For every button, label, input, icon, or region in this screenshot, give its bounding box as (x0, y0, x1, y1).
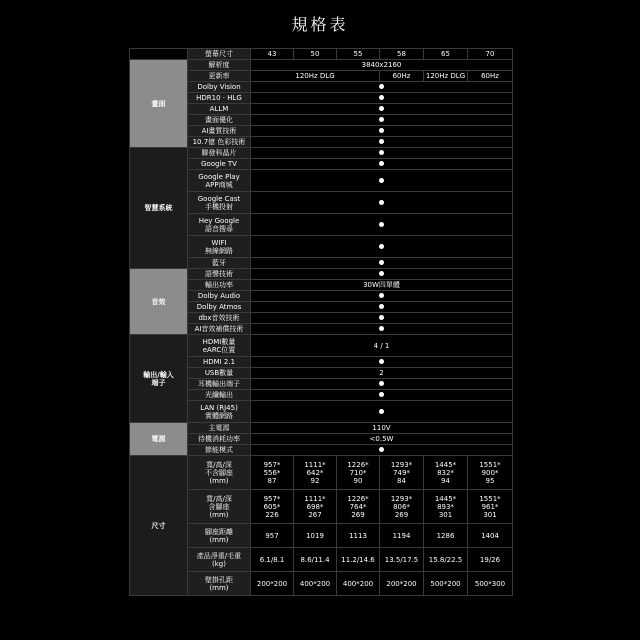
value-cell (251, 93, 513, 104)
header-blank (130, 49, 188, 60)
table-row (130, 93, 513, 104)
category-cell: 輸出/輸入 端子 (130, 335, 188, 423)
table-row (130, 456, 513, 490)
table-row (130, 126, 513, 137)
bullet-dot (379, 447, 384, 452)
value-cell: 110V (251, 423, 513, 434)
table-row (130, 192, 513, 214)
value-cell: 1111* 642* 92 (294, 456, 337, 490)
value-cell: 120Hz DLG (424, 71, 468, 82)
value-cell (251, 170, 513, 192)
value-cell: 60Hz (380, 71, 424, 82)
size-header: 50 (294, 49, 337, 60)
bullet-dot (379, 293, 384, 298)
table-row (130, 280, 513, 291)
table-row (130, 269, 513, 280)
value-cell (251, 214, 513, 236)
bullet-dot (379, 315, 384, 320)
size-header: 55 (337, 49, 380, 60)
value-cell (251, 379, 513, 390)
row-label: 光纖輸出 (188, 390, 251, 401)
table-row (130, 524, 513, 548)
value-cell: 957 (251, 524, 294, 548)
bullet-dot (379, 150, 384, 155)
size-header: 58 (380, 49, 424, 60)
row-label: 主電源 (188, 423, 251, 434)
size-header: 70 (468, 49, 513, 60)
table-row (130, 368, 513, 379)
row-label: AI音效補償技術 (188, 324, 251, 335)
table-row (130, 104, 513, 115)
bullet-dot (379, 178, 384, 183)
page-title: 規格表 (291, 15, 349, 34)
row-label: 節能模式 (188, 445, 251, 456)
table-row (130, 335, 513, 357)
value-cell (251, 324, 513, 335)
row-label: HDR10 · HLG (188, 93, 251, 104)
value-cell: <0.5W (251, 434, 513, 445)
row-label: 寬/高/深 不含腳座 (mm) (188, 456, 251, 490)
value-cell (251, 192, 513, 214)
value-cell (251, 291, 513, 302)
category-cell: 尺寸 (130, 456, 188, 596)
spec-table (129, 48, 513, 596)
table-row (130, 137, 513, 148)
value-cell: 8.6/11.4 (294, 548, 337, 572)
size-header: 65 (424, 49, 468, 60)
table-row (130, 148, 513, 159)
bullet-dot (379, 359, 384, 364)
table-row (130, 490, 513, 524)
value-cell: 19/26 (468, 548, 513, 572)
value-cell: 60Hz (468, 71, 513, 82)
value-cell: 1111* 698* 267 (294, 490, 337, 524)
table-row (130, 115, 513, 126)
bullet-dot (379, 95, 384, 100)
value-cell: 500*300 (468, 572, 513, 596)
header-label: 螢幕尺寸 (188, 49, 251, 60)
bullet-dot (379, 326, 384, 331)
row-label: USB數量 (188, 368, 251, 379)
table-row (130, 423, 513, 434)
row-label: 更新率 (188, 71, 251, 82)
bullet-dot (379, 106, 384, 111)
value-cell: 1226* 764* 269 (337, 490, 380, 524)
bullet-dot (379, 409, 384, 414)
row-label: 畫面優化 (188, 115, 251, 126)
value-cell: 1194 (380, 524, 424, 548)
value-cell (251, 115, 513, 126)
table-row (130, 82, 513, 93)
value-cell: 1293* 749* 84 (380, 456, 424, 490)
value-cell: 500*200 (424, 572, 468, 596)
row-label: Dolby Atmos (188, 302, 251, 313)
table-row (130, 548, 513, 572)
value-cell (251, 269, 513, 280)
bullet-dot (379, 117, 384, 122)
bullet-dot (379, 139, 384, 144)
row-label: AI畫質技術 (188, 126, 251, 137)
value-cell: 120Hz DLG (251, 71, 380, 82)
row-label: 待機消耗功率 (188, 434, 251, 445)
table-row (130, 302, 513, 313)
category-cell: 音效 (130, 269, 188, 335)
row-label: Hey Google 語音搜尋 (188, 214, 251, 236)
row-label: 10.7億 色彩技術 (188, 137, 251, 148)
row-label: ALLM (188, 104, 251, 115)
value-cell: 13.5/17.5 (380, 548, 424, 572)
table-row (130, 445, 513, 456)
table-row (130, 258, 513, 269)
value-cell: 400*200 (337, 572, 380, 596)
row-label: LAN (RJ45) 實體網路 (188, 401, 251, 423)
value-cell: 1019 (294, 524, 337, 548)
row-label: WIFI 無線網路 (188, 236, 251, 258)
value-cell: 11.2/14.6 (337, 548, 380, 572)
row-label: Google Cast 手機投射 (188, 192, 251, 214)
value-cell: 1293* 806* 269 (380, 490, 424, 524)
row-label: dbx音效技術 (188, 313, 251, 324)
bullet-dot (379, 222, 384, 227)
table-row (130, 170, 513, 192)
row-label: Google Play APP商城 (188, 170, 251, 192)
row-label: Dolby Audio (188, 291, 251, 302)
bullet-dot (379, 392, 384, 397)
value-cell (251, 258, 513, 269)
value-cell (251, 313, 513, 324)
value-cell: 1551* 961* 301 (468, 490, 513, 524)
row-label: 產品淨重/毛重 (kg) (188, 548, 251, 572)
row-label: 解析度 (188, 60, 251, 71)
value-cell (251, 159, 513, 170)
value-cell: 1445* 893* 301 (424, 490, 468, 524)
value-cell: 957* 605* 226 (251, 490, 294, 524)
table-row (130, 572, 513, 596)
value-cell (251, 148, 513, 159)
table-row (130, 214, 513, 236)
value-cell: 30W四單體 (251, 280, 513, 291)
value-cell (251, 126, 513, 137)
row-label: 藍牙 (188, 258, 251, 269)
value-cell: 3840x2160 (251, 60, 513, 71)
value-cell (251, 137, 513, 148)
row-label: 腳座距離 (mm) (188, 524, 251, 548)
table-row (130, 390, 513, 401)
value-cell: 200*200 (251, 572, 294, 596)
bullet-dot (379, 128, 384, 133)
value-cell: 400*200 (294, 572, 337, 596)
row-label: Google TV (188, 159, 251, 170)
value-cell (251, 236, 513, 258)
value-cell: 6.1/8.1 (251, 548, 294, 572)
value-cell (251, 445, 513, 456)
value-cell: 957* 556* 87 (251, 456, 294, 490)
row-label: HDMI 2.1 (188, 357, 251, 368)
value-cell (251, 302, 513, 313)
value-cell: 15.8/22.5 (424, 548, 468, 572)
row-label: 聯發科晶片 (188, 148, 251, 159)
value-cell: 2 (251, 368, 513, 379)
row-label: 壁掛孔距 (mm) (188, 572, 251, 596)
table-row (130, 434, 513, 445)
value-cell: 1113 (337, 524, 380, 548)
size-header: 43 (251, 49, 294, 60)
bullet-dot (379, 260, 384, 265)
bullet-dot (379, 200, 384, 205)
row-label: 寬/高/深 含腳座 (mm) (188, 490, 251, 524)
category-cell: 畫面 (130, 60, 188, 148)
table-row (130, 401, 513, 423)
bullet-dot (379, 161, 384, 166)
value-cell: 200*200 (380, 572, 424, 596)
row-label: 語聲技術 (188, 269, 251, 280)
value-cell (251, 82, 513, 93)
bullet-dot (379, 84, 384, 89)
table-row (130, 236, 513, 258)
value-cell: 1226* 710* 90 (337, 456, 380, 490)
table-row (130, 60, 513, 71)
value-cell (251, 357, 513, 368)
value-cell: 1445* 832* 94 (424, 456, 468, 490)
row-label: 耳機輸出端子 (188, 379, 251, 390)
table-row (130, 313, 513, 324)
value-cell (251, 104, 513, 115)
table-row (130, 324, 513, 335)
row-label: HDMI數量 eARC位置 (188, 335, 251, 357)
value-cell: 4 / 1 (251, 335, 513, 357)
value-cell: 1551* 900* 95 (468, 456, 513, 490)
bullet-dot (379, 271, 384, 276)
table-row (130, 379, 513, 390)
value-cell: 1404 (468, 524, 513, 548)
bullet-dot (379, 304, 384, 309)
row-label: 輸出功率 (188, 280, 251, 291)
value-cell: 1286 (424, 524, 468, 548)
bullet-dot (379, 381, 384, 386)
table-row (130, 159, 513, 170)
table-row (130, 357, 513, 368)
value-cell (251, 401, 513, 423)
row-label: Dolby Vision (188, 82, 251, 93)
table-row (130, 291, 513, 302)
category-cell: 電源 (130, 423, 188, 456)
category-cell: 智慧系統 (130, 148, 188, 269)
value-cell (251, 390, 513, 401)
table-row (130, 71, 513, 82)
bullet-dot (379, 244, 384, 249)
